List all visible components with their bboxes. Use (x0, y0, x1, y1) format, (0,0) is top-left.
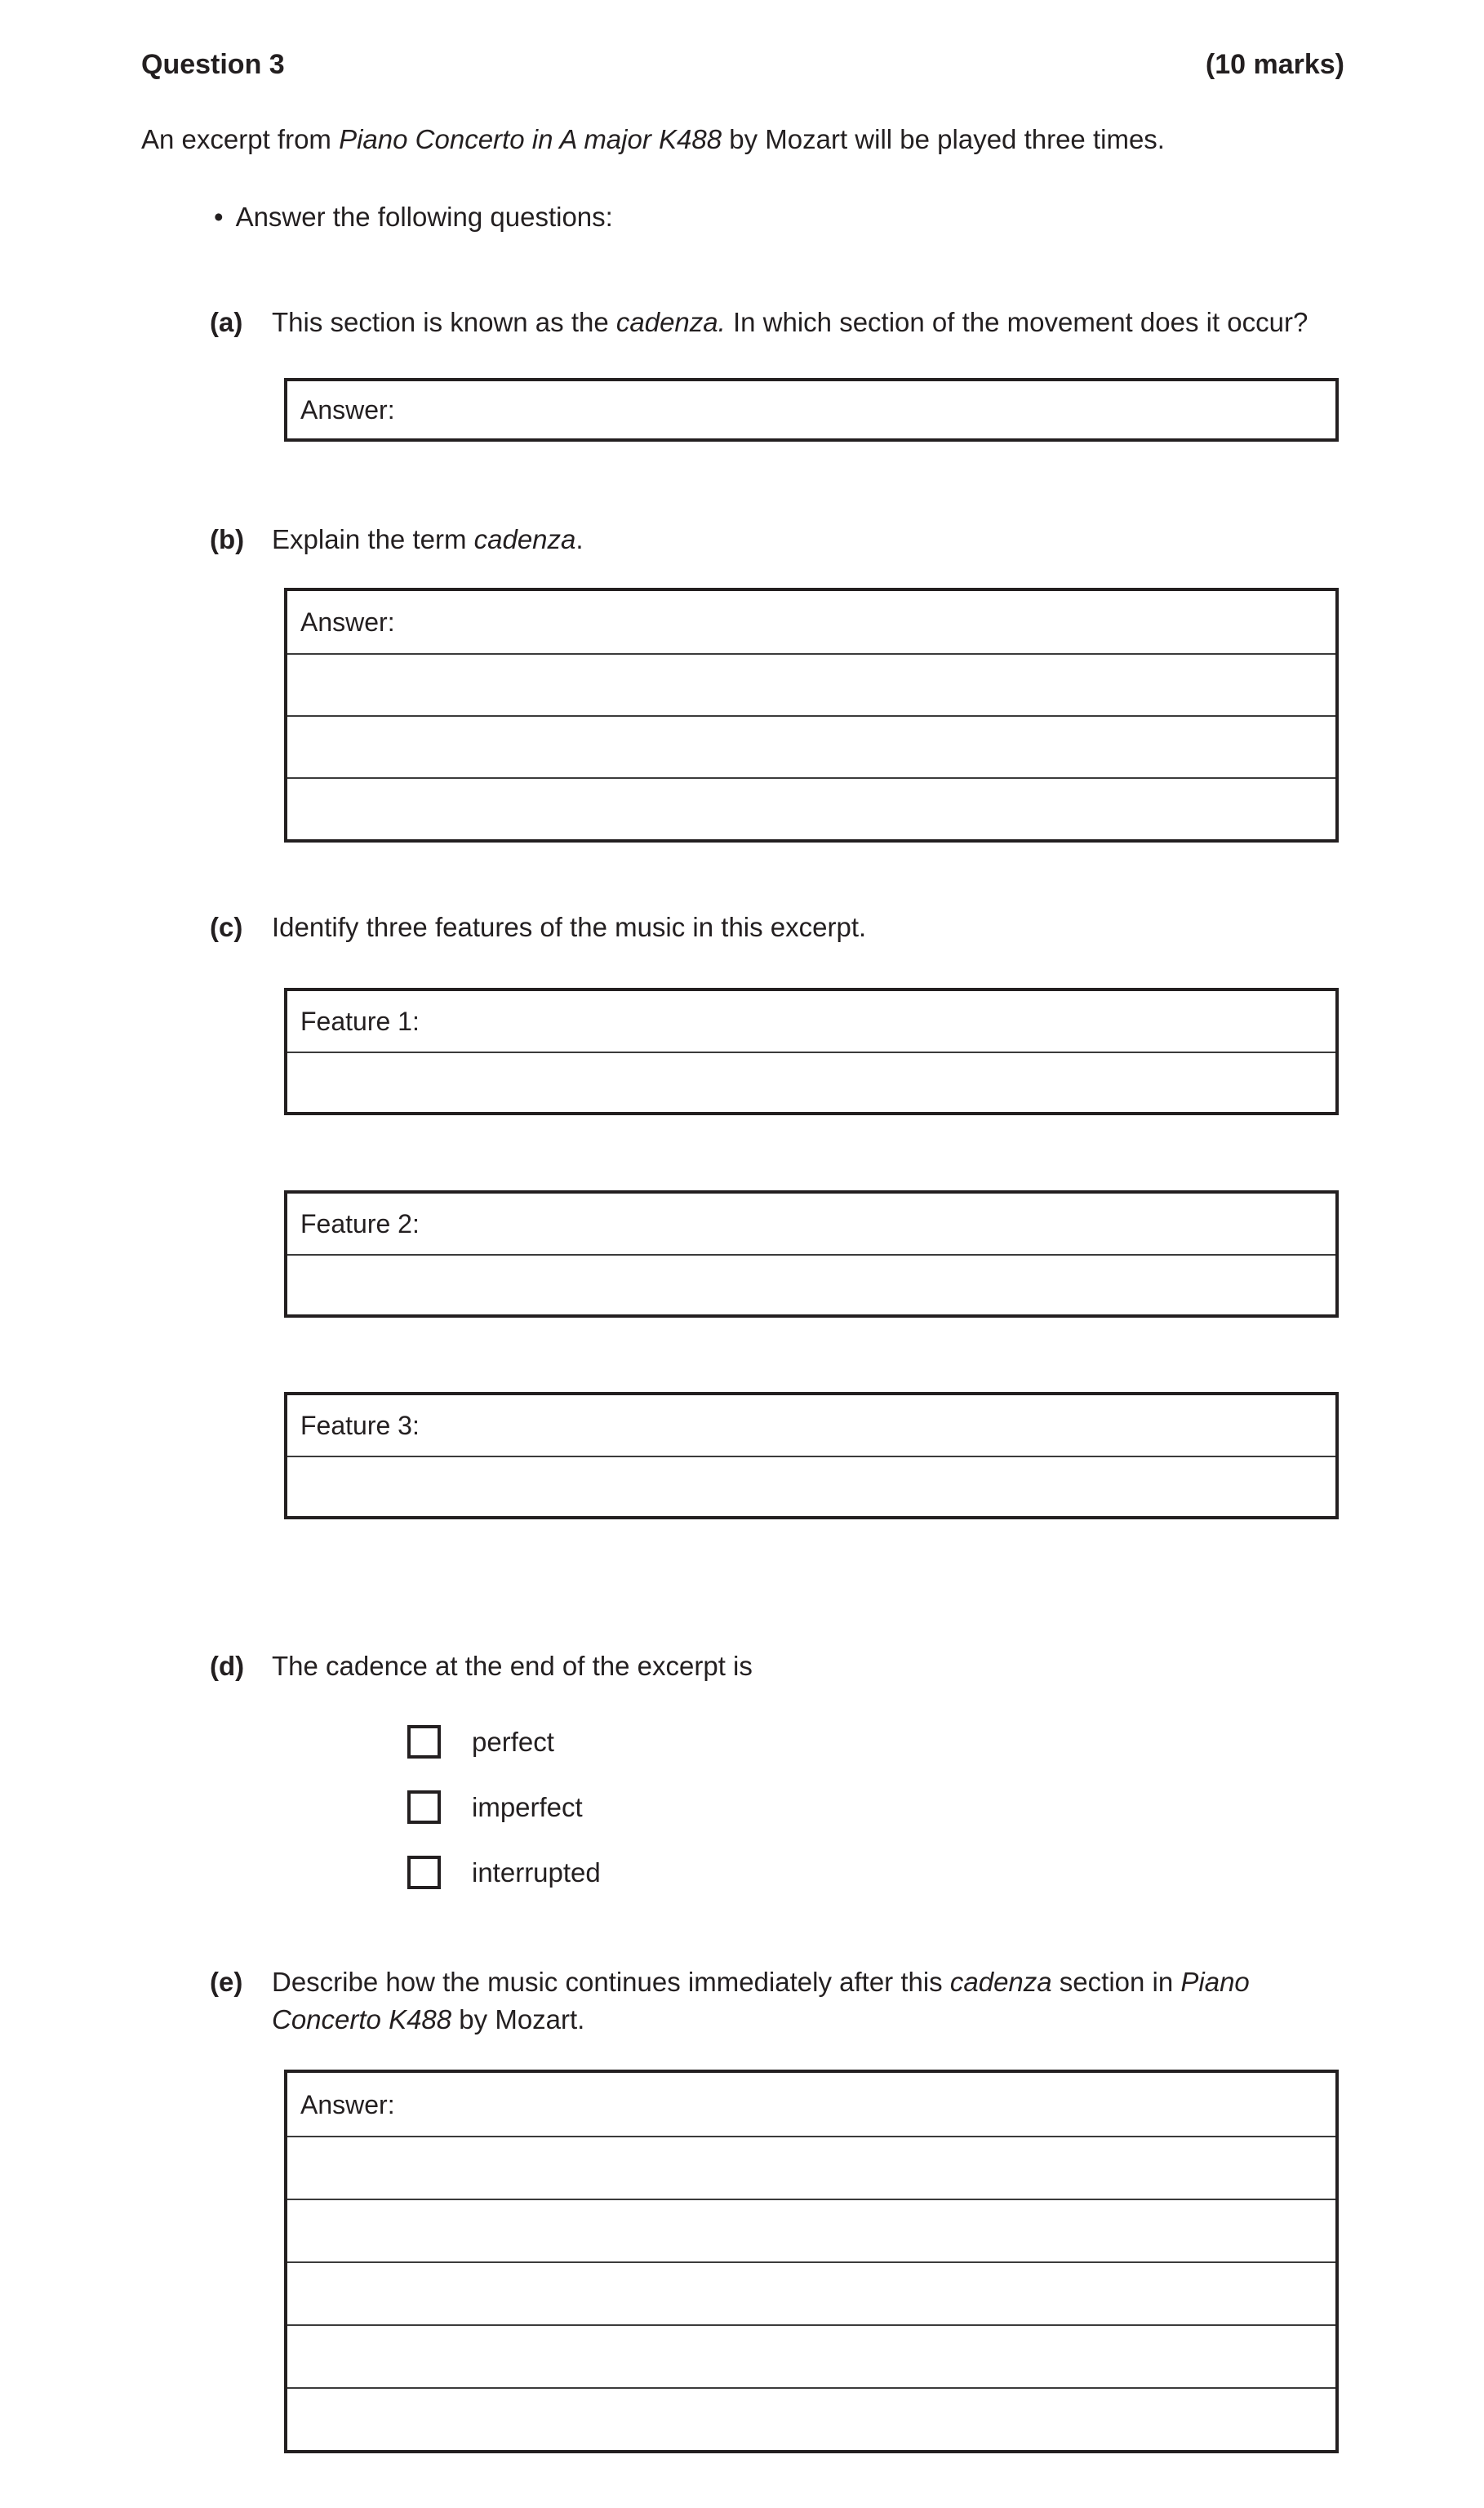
answer-row[interactable] (287, 2387, 1335, 2450)
part-e-seg1: Describe how the music continues immediately after this (272, 1967, 950, 1997)
part-a-label: (a) (210, 307, 243, 337)
option-imperfect (407, 1790, 601, 1824)
feature-3-label: Feature 3: (300, 1411, 420, 1440)
question-title: Question 3 (141, 49, 285, 80)
answer-box-a (284, 378, 1339, 442)
answer-row[interactable] (287, 1456, 1335, 1516)
intro-text (141, 122, 1349, 156)
feature-box-1 (284, 988, 1339, 1115)
answer-label: Answer: (300, 395, 395, 425)
part-b-italic: cadenza (473, 524, 576, 554)
bullet-text: Answer the following questions: (235, 202, 613, 232)
part-b-prompt (272, 521, 1353, 558)
part-d-prompt: The cadence at the end of the excerpt is (272, 1651, 753, 1681)
option-interrupted (407, 1856, 601, 1889)
part-c-label: (c) (210, 912, 243, 942)
answer-row[interactable] (287, 1254, 1335, 1314)
answer-row[interactable] (287, 591, 1335, 653)
answer-row[interactable] (287, 2324, 1335, 2387)
part-b-post: . (575, 524, 584, 554)
part-e-seg6: by Mozart. (451, 2003, 585, 2034)
cadence-options (407, 1725, 601, 1921)
answer-row[interactable] (287, 2199, 1335, 2261)
feature-box-2 (284, 1190, 1339, 1318)
answer-row[interactable] (287, 715, 1335, 777)
answer-label: Answer: (300, 2089, 395, 2119)
checkbox-perfect[interactable] (407, 1725, 441, 1759)
checkbox-label-interrupted: interrupted (472, 1857, 601, 1888)
intro-pre: An excerpt from (141, 124, 340, 154)
answer-label: Answer: (300, 607, 395, 637)
part-e-prompt (272, 1963, 1353, 2038)
checkbox-label-imperfect: imperfect (472, 1792, 583, 1822)
part-e-label: (e) (210, 1967, 243, 1997)
answer-row[interactable] (287, 653, 1335, 715)
question-header (141, 49, 1344, 81)
intro-post: by Mozart will be played three times. (722, 124, 1165, 154)
part-a-pre: This section is known as the (272, 307, 616, 337)
checkbox-label-perfect: perfect (472, 1727, 554, 1757)
intro-work-title: Piano Concerto in A major K488 (339, 124, 722, 154)
feature-box-3 (284, 1392, 1339, 1519)
option-perfect (407, 1725, 601, 1759)
part-c-prompt: Identify three features of the music in this excerpt. (272, 912, 867, 942)
part-e-seg2: cadenza (949, 1967, 1052, 1997)
part-a-italic: cadenza. (615, 307, 726, 337)
part-b-label: (b) (210, 524, 245, 554)
answer-row[interactable] (287, 1052, 1335, 1112)
part-e-seg3: section in (1051, 1967, 1181, 1997)
part-a-prompt (272, 304, 1353, 341)
part-c (210, 909, 1353, 946)
answer-row[interactable] (287, 381, 1335, 438)
answer-row[interactable] (287, 2136, 1335, 2199)
answer-row[interactable] (287, 777, 1335, 839)
answer-row[interactable] (287, 1194, 1335, 1254)
feature-1-label: Feature 1: (300, 1007, 420, 1036)
answer-row[interactable] (287, 2261, 1335, 2324)
marks-label: (10 marks) (1205, 49, 1344, 80)
bullet-item (214, 200, 613, 233)
part-e-seg5: Concerto K488 (272, 2003, 452, 2034)
part-a (210, 304, 1353, 341)
part-b-pre: Explain the term (272, 524, 474, 554)
answer-box-e (284, 2070, 1339, 2453)
checkbox-interrupted[interactable] (407, 1856, 441, 1889)
part-d-label: (d) (210, 1651, 245, 1681)
part-e-seg4: Piano (1180, 1967, 1250, 1997)
feature-2-label: Feature 2: (300, 1209, 420, 1238)
checkbox-imperfect[interactable] (407, 1790, 441, 1824)
bullet-icon: • (214, 202, 224, 232)
answer-row[interactable] (287, 991, 1335, 1052)
part-b (210, 521, 1353, 558)
answer-row[interactable] (287, 2073, 1335, 2136)
part-d (210, 1648, 1353, 1685)
part-a-post: In which section of the movement does it occur? (725, 307, 1308, 337)
part-e (210, 1963, 1353, 2038)
answer-row[interactable] (287, 1395, 1335, 1456)
answer-box-b (284, 588, 1339, 843)
